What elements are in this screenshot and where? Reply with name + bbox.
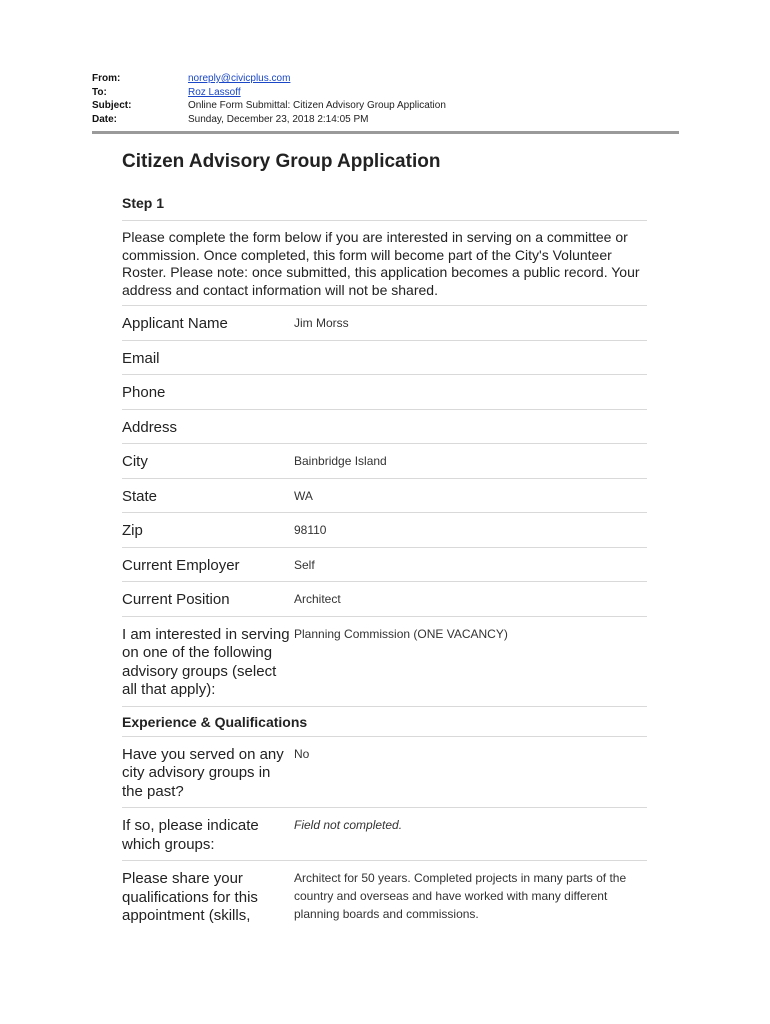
field-label: Phone xyxy=(122,384,166,401)
field-row-phone xyxy=(122,375,647,410)
subject-row xyxy=(92,99,446,113)
field-value: Field not completed. xyxy=(294,818,403,832)
field-label: State xyxy=(122,487,158,505)
field-label: Current Employer xyxy=(122,556,240,574)
to-link[interactable]: Roz Lassoff xyxy=(188,86,241,98)
field-row-zip xyxy=(122,513,647,548)
field-value xyxy=(294,410,647,444)
field-label: Address xyxy=(122,418,178,436)
field-value: Architect xyxy=(294,592,341,606)
field-value: Self xyxy=(294,557,315,572)
field-row-current-employer xyxy=(122,548,647,583)
field-label: Applicant Name xyxy=(122,315,228,332)
field-row-advisory-groups xyxy=(122,617,647,707)
field-row-which-groups xyxy=(122,808,647,861)
field-row-city xyxy=(122,444,647,479)
field-value: Planning Commission (ONE VACANCY) xyxy=(294,626,508,641)
intro-paragraph: Please complete the form below if you are interested in serving on a committee or commission. Once completed, this form will become part of the City's Volunteer Roster. Please note: once submitted, this application becomes a public record. Your address and contact information will not be shared. xyxy=(122,229,640,298)
header-divider xyxy=(92,131,679,134)
field-value: WA xyxy=(294,488,313,503)
from-link[interactable]: noreply@civicplus.com xyxy=(188,73,291,84)
from-row xyxy=(92,72,446,86)
field-value xyxy=(294,341,647,375)
date-row xyxy=(92,113,446,127)
field-value: No xyxy=(294,746,310,761)
field-row-served-before xyxy=(122,737,647,809)
section-heading-experience: Experience & Qualifications xyxy=(122,707,647,737)
field-row-state xyxy=(122,479,647,514)
field-label: Please share your qualifications for this appointment (skills, xyxy=(122,870,258,924)
field-label: Current Position xyxy=(122,591,230,608)
email-header xyxy=(92,72,446,126)
to-label: To: xyxy=(92,86,107,98)
field-row-address xyxy=(122,410,647,445)
field-row-current-position xyxy=(122,582,647,617)
field-row-qualifications xyxy=(122,861,647,932)
step-heading: Step 1 xyxy=(122,195,165,211)
field-label: I am interested in serving on one of the following advisory groups (select all that apply): xyxy=(122,625,290,698)
form-title: Citizen Advisory Group Application xyxy=(122,151,441,172)
field-row-applicant-name xyxy=(122,306,647,341)
date-label: Date: xyxy=(92,113,118,125)
field-value: 98110 xyxy=(294,523,327,537)
field-row-email xyxy=(122,341,647,376)
from-label: From: xyxy=(92,73,121,84)
field-label: If so, please indicate which groups: xyxy=(122,817,259,853)
subject-label: Subject: xyxy=(92,100,132,111)
field-value xyxy=(294,375,647,409)
date-value: Sunday, December 23, 2018 2:14:05 PM xyxy=(188,113,369,125)
field-value: Jim Morss xyxy=(294,316,349,330)
to-row xyxy=(92,86,446,100)
field-label: City xyxy=(122,453,148,470)
field-label: Email xyxy=(122,349,160,367)
field-value: Bainbridge Island xyxy=(294,454,387,468)
subject-value: Online Form Submittal: Citizen Advisory Group Application xyxy=(188,100,446,111)
form-body xyxy=(122,148,647,932)
field-label: Have you served on any city advisory groups in the past? xyxy=(122,745,284,800)
field-value: Architect for 50 years. Completed projects in many parts of the country and overseas and have worked with many different planning boards and commissions. xyxy=(294,871,627,921)
field-label: Zip xyxy=(122,522,143,539)
